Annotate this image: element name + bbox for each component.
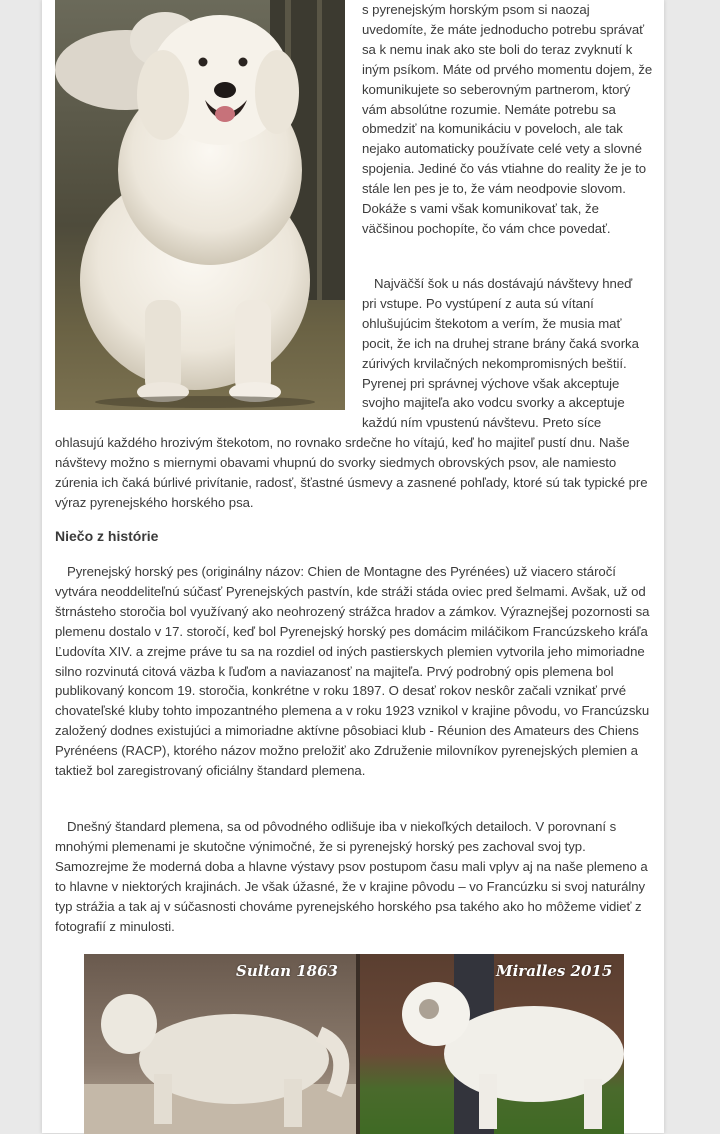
text-line: ohlušujúcim štekotom a verím, že musia mať <box>362 315 622 331</box>
text-line: každú ním vpustenú návštevu. Preto síce <box>362 415 602 431</box>
right-photo-caption: Miralles 2015 <box>496 962 613 980</box>
history-heading: Niečo z histórie <box>55 528 159 544</box>
comparison-photo-illustration <box>84 954 624 1134</box>
comparison-photo <box>84 954 624 1134</box>
dog-photo-illustration <box>55 0 345 410</box>
text-line: zúrivých krvilačných nekompromisných beštií. <box>362 355 627 371</box>
text-line: pocit, že ich na druhej strane brány čaká svorka <box>362 335 639 351</box>
intro-paragraph-2-continued: ohlasujú každého hrozivým štekotom, no rovnako srdečne ho vítajú, keď ho majiteľ pustí dnu. Naše návštevy možno s miernymi obavami vhupnú do svorky siedmych obrovských psov, ale namiesto zúrenia ich čaká búrlivé privítanie, radosť, šťastné úsmevy a zasnené pohľady, ktoré sú tak typické pre výraz pyrenejského horského psa. <box>55 435 648 510</box>
text-line: Najväčší šok u nás dostávajú návštevy hneď <box>374 276 633 291</box>
left-photo-caption: Sultan 1863 <box>236 962 338 980</box>
history-paragraph-1: Pyrenejský horský pes (originálny názov: Chien de Montagne des Pyrénées) už viacero stáročí vytvára neoddeliteľnú súčasť Pyrenejských pastvín, kde stráži stáda oviec pred šelmami. Avšak, už od štrnásteho storočia bol využívaný ako neohrozený strážca hradov a zámkov. Výraznejšej pozornosti sa plemenu dostalo v 17. storočí, keď bol Pyrenejský horský pes domácim miláčikom Francúzskeho kráľa Ľudovíta XIV. a zrejme práve tu sa na rozdiel od iných pastierskych plemien vytvorila jeho mimoriadne silno rozvinutá citová väzba k ľuďom a naviazanosť na majiteľa. Prvý podrobný opis plemena bol publikovaný koncom 19. storočia, konkrétne v roku 1897. O desať rokov neskôr začali vznikať prvé chovateľské kluby tohto impozantného plemena a v roku 1923 vznikol v krajine pôvodu, vo Francúzsku založený dodnes existujúci a mimoriadne aktívne pôsobiaci klub - Réunion des Amateurs des Chiens Pyrénéens (RACP), ktorého názov možno preložiť ako Združenie milovníkov pyrenejských plemien a taktiež bol zaregistrovaný oficiálny štandard plemena. <box>55 564 650 779</box>
text-line: svojho majiteľa ako vodcu svorky a akceptuje <box>362 395 625 411</box>
text-line: Pyrenej pri správnej výchove však akceptuje <box>362 375 620 391</box>
text-line: pri vstupe. Po vystúpení z auta sú vítaní <box>362 295 594 311</box>
intro-paragraph-2-wrapped <box>362 274 654 433</box>
dog-photo <box>55 0 345 410</box>
intro-paragraph-1: s pyrenejským horským psom si naozaj uvedomíte, že máte jednoducho potrebu správať sa k nemu inak ako ste boli do teraz zvyknutí k iným psíkom. Máte od prvého momentu dojem, že komunikujete so seberovným partnerom, ktorý vám absolútne rozumie. Nemáte potrebu sa obmedziť na komunikáciu v poveloch, ale tak nejako automaticky používate celé vety a slovné spojenia. Jediné čo vás vtiahne do reality že je to stále len pes je to, že vám neodpovie slovom. Dokáže s vami však komunikovať tak, že väčšinou pochopíte, čo vám chce povedať. <box>362 2 653 236</box>
history-paragraph-2: Dnešný štandard plemena, sa od pôvodného odlišuje iba v niekoľkých detailoch. V porovnaní s mnohými plemenami je skutočne výnimočné, že si pyrenejský horský pes zachoval svoj typ. Samozrejme že moderná doba a hlavne výstavy psov postupom času mali vplyv aj na naše plemeno a to hlavne v niektorých krajinách. Je však úžasné, že v krajine pôvodu – vo Francúzku si svoj naturálny typ strážia a tak aj v súčasnosti chováme pyrenejského horského psa takého ako ho môžeme vidieť z fotografií z minulosti. <box>55 819 648 934</box>
